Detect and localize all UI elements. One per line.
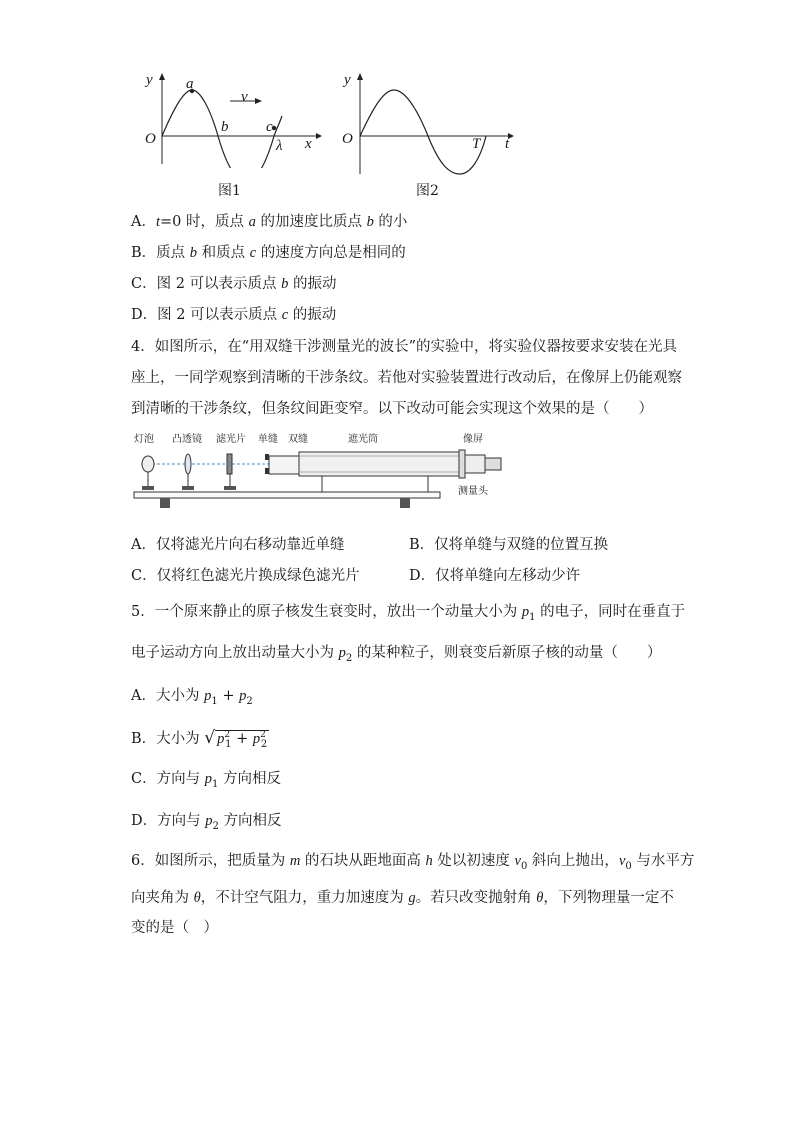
fig2-y-arrow bbox=[357, 73, 363, 80]
lamp bbox=[142, 456, 154, 472]
q5-l2-post: 的某种粒子，则衰变后新原子核的动量（ ） bbox=[352, 645, 662, 661]
eyepiece bbox=[485, 458, 501, 470]
q5-b-sq1: 2 bbox=[224, 730, 231, 740]
q5-c-pre: C．方向与 bbox=[131, 771, 205, 787]
label-single-slit: 单缝 bbox=[258, 434, 278, 445]
q6-theta: θ bbox=[193, 890, 201, 906]
q6-l2-pre: 向夹角为 bbox=[131, 890, 194, 906]
q6-h: h bbox=[425, 853, 433, 869]
q5-l1-pre: 5．一个原来静止的原子核发生衰变时，放出一个动量大小为 bbox=[131, 604, 522, 620]
filter bbox=[227, 454, 232, 474]
fig1-x-label: x bbox=[305, 136, 312, 152]
measuring-head bbox=[465, 455, 485, 473]
q6-stem-line1 bbox=[131, 851, 694, 873]
label-filter: 滤光片 bbox=[216, 434, 246, 445]
q6-v0b-sub: 0 bbox=[625, 861, 632, 872]
q5-d-post: 方向相反 bbox=[218, 813, 282, 829]
fig2-t-label: t bbox=[505, 136, 510, 152]
figure-2-vibration-graph bbox=[336, 68, 521, 178]
q6-l2-mid: ，不计空气阻力，重力加速度为 bbox=[200, 890, 409, 906]
q5-b-p2: p bbox=[252, 731, 261, 747]
q6-stem-line3: 变的是（ ） bbox=[131, 920, 218, 936]
q3-option-a[interactable] bbox=[131, 212, 407, 232]
screen bbox=[459, 450, 465, 478]
q6-m: m bbox=[289, 853, 301, 869]
double-slit bbox=[265, 468, 269, 474]
fig1-y-arrow bbox=[159, 73, 165, 80]
q5-a-plus: + bbox=[217, 688, 240, 704]
q6-v0: v bbox=[514, 853, 521, 869]
fig1-y-label: y bbox=[146, 72, 153, 88]
convex-lens bbox=[185, 454, 191, 474]
q3-a-text2: 的加速度比质点 bbox=[255, 214, 367, 230]
q5-option-d[interactable] bbox=[131, 811, 281, 833]
q4-stem-line2: 座上，一同学观察到清晰的干涉条纹。若他对实验装置进行改动后，在像屏上仍能观察 bbox=[131, 370, 682, 386]
q5-l2-pre: 电子运动方向上放出动量大小为 bbox=[131, 645, 339, 661]
fig2-y-label: y bbox=[344, 72, 351, 88]
fig1-v-label: v bbox=[241, 89, 248, 105]
q4-option-a[interactable]: A．仅将滤光片向右移动靠近单缝 bbox=[131, 537, 345, 553]
q3-c-prefix: C．图 2 可以表示质点 bbox=[131, 276, 282, 292]
label-lens: 凸透镜 bbox=[172, 434, 202, 445]
q6-l1-pre: 6．如图所示，把质量为 bbox=[131, 853, 290, 869]
q5-d-pre: D．方向与 bbox=[131, 813, 206, 829]
q5-a-sub2: 2 bbox=[246, 696, 253, 707]
label-double-slit: 双缝 bbox=[288, 434, 308, 445]
slit-holder bbox=[269, 456, 299, 474]
filter-base bbox=[224, 486, 236, 490]
q6-g: g bbox=[408, 890, 416, 906]
q5-d-p: p bbox=[205, 813, 213, 829]
q6-l1-mid: 的石块从距地面高 bbox=[300, 853, 426, 869]
q5-p1-sub: 1 bbox=[529, 612, 536, 623]
q6-v0b: v bbox=[618, 853, 626, 869]
q3-b-text1: 和质点 bbox=[197, 245, 250, 261]
q5-a-pre: A．大小为 bbox=[131, 688, 205, 704]
label-tube: 遮光筒 bbox=[348, 434, 378, 445]
q6-l1-post: 斜向上抛出， bbox=[527, 853, 619, 869]
q5-b-pre: B．大小为 bbox=[131, 731, 205, 747]
q3-d-var-c: c bbox=[281, 307, 289, 323]
q5-b-sq2: 2 bbox=[260, 730, 266, 740]
q6-l2-mid2: 。若只改变抛射角 bbox=[415, 890, 537, 906]
q5-stem-line1 bbox=[131, 602, 685, 624]
q3-a-t: t bbox=[155, 214, 161, 230]
q5-a-sub1: 1 bbox=[211, 696, 218, 707]
label-measuring-head: 测量头 bbox=[458, 486, 488, 497]
q5-b-sub2: 2 bbox=[260, 739, 268, 750]
q3-d-text: 的振动 bbox=[288, 307, 337, 323]
fig2-T-label: T bbox=[472, 136, 481, 152]
q5-stem-line2 bbox=[131, 643, 661, 665]
q6-l1-tail: 与水平方 bbox=[631, 853, 695, 869]
label-lamp: 灯泡 bbox=[134, 434, 154, 445]
velocity-arrowhead bbox=[255, 98, 262, 104]
q5-c-p: p bbox=[204, 771, 212, 787]
q3-a-var-b: b bbox=[366, 214, 374, 230]
fig1-b-label: b bbox=[221, 119, 229, 135]
figure-1-wave-graph bbox=[138, 68, 328, 168]
fig1-x-arrow bbox=[316, 133, 322, 139]
fig2-origin-label: O bbox=[342, 131, 353, 147]
label-screen: 像屏 bbox=[463, 434, 483, 445]
fig1-origin-label: O bbox=[145, 131, 156, 147]
q5-option-c[interactable] bbox=[131, 769, 281, 791]
q5-p2: p bbox=[338, 645, 346, 661]
q3-b-prefix: B．质点 bbox=[131, 245, 190, 261]
q3-b-text2: 的速度方向总是相同的 bbox=[256, 245, 406, 261]
fig2-sine-curve bbox=[360, 90, 486, 174]
q5-a-p1: p bbox=[204, 688, 212, 704]
q4-option-d[interactable]: D．仅将单缝向左移动少许 bbox=[409, 568, 581, 584]
fig1-c-label: c bbox=[266, 119, 273, 135]
q6-v0-sub: 0 bbox=[520, 861, 528, 872]
double-slit-apparatus-diagram bbox=[130, 428, 510, 520]
q5-l1-post: 的电子，同时在垂直于 bbox=[535, 604, 686, 620]
bench-foot-left bbox=[160, 498, 170, 508]
sqrt-sign: √ bbox=[204, 728, 216, 748]
fig2-caption: 图2 bbox=[416, 183, 439, 199]
q5-p2-sub: 2 bbox=[345, 653, 353, 664]
q3-c-var-b: b bbox=[281, 276, 289, 292]
fig1-caption: 图1 bbox=[218, 183, 241, 199]
q3-c-text: 的振动 bbox=[288, 276, 337, 292]
lens-base bbox=[182, 486, 194, 490]
single-slit bbox=[265, 454, 269, 460]
lamp-base bbox=[142, 486, 154, 490]
q5-option-b[interactable] bbox=[131, 728, 269, 751]
sqrt-radicand bbox=[215, 730, 269, 750]
q5-d-sub: 2 bbox=[212, 821, 219, 832]
q5-b-plus: + bbox=[231, 731, 253, 747]
q4-option-b[interactable]: B．仅将单缝与双缝的位置互换 bbox=[409, 537, 609, 553]
q3-a-text1: =0 时，质点 bbox=[160, 214, 249, 230]
q5-b-sub1: 1 bbox=[225, 739, 232, 750]
q6-l1-mid2: 处以初速度 bbox=[432, 853, 515, 869]
q3-option-c[interactable] bbox=[131, 274, 337, 294]
q3-option-d[interactable] bbox=[131, 305, 336, 325]
q3-b-var-b: b bbox=[189, 245, 198, 261]
q5-c-post: 方向相反 bbox=[218, 771, 281, 787]
q3-option-b[interactable] bbox=[131, 243, 406, 263]
q5-p1: p bbox=[521, 604, 530, 620]
q3-a-prefix: A． bbox=[131, 214, 156, 230]
fig1-a-label: a bbox=[186, 76, 194, 92]
q5-b-p1: p bbox=[217, 731, 225, 747]
q4-stem-line3: 到清晰的干涉条纹，但条纹间距变窄。以下改动可能会实现这个效果的是（ ） bbox=[131, 401, 653, 417]
q6-l2-post: ，下列物理量一定不 bbox=[543, 890, 674, 906]
q5-c-sub: 1 bbox=[211, 779, 219, 790]
q3-a-text3: 的小 bbox=[373, 214, 408, 230]
bench-foot-right bbox=[400, 498, 410, 508]
q6-stem-line2 bbox=[131, 888, 674, 908]
q5-a-p2: p bbox=[239, 688, 247, 704]
optical-bench bbox=[134, 492, 440, 498]
q3-a-var-a: a bbox=[248, 214, 256, 230]
fig1-lambda-label: λ bbox=[276, 138, 283, 154]
q4-stem-line1: 4．如图所示，在“用双缝干涉测量光的波长”的实验中，将实验仪器按要求安装在光具 bbox=[131, 339, 678, 355]
q3-d-prefix: D．图 2 可以表示质点 bbox=[131, 307, 282, 323]
q5-option-a[interactable] bbox=[131, 686, 253, 708]
q3-b-var-c: c bbox=[249, 245, 257, 261]
q6-theta2: θ bbox=[536, 890, 544, 906]
q4-option-c[interactable]: C．仅将红色滤光片换成绿色滤光片 bbox=[131, 568, 360, 584]
